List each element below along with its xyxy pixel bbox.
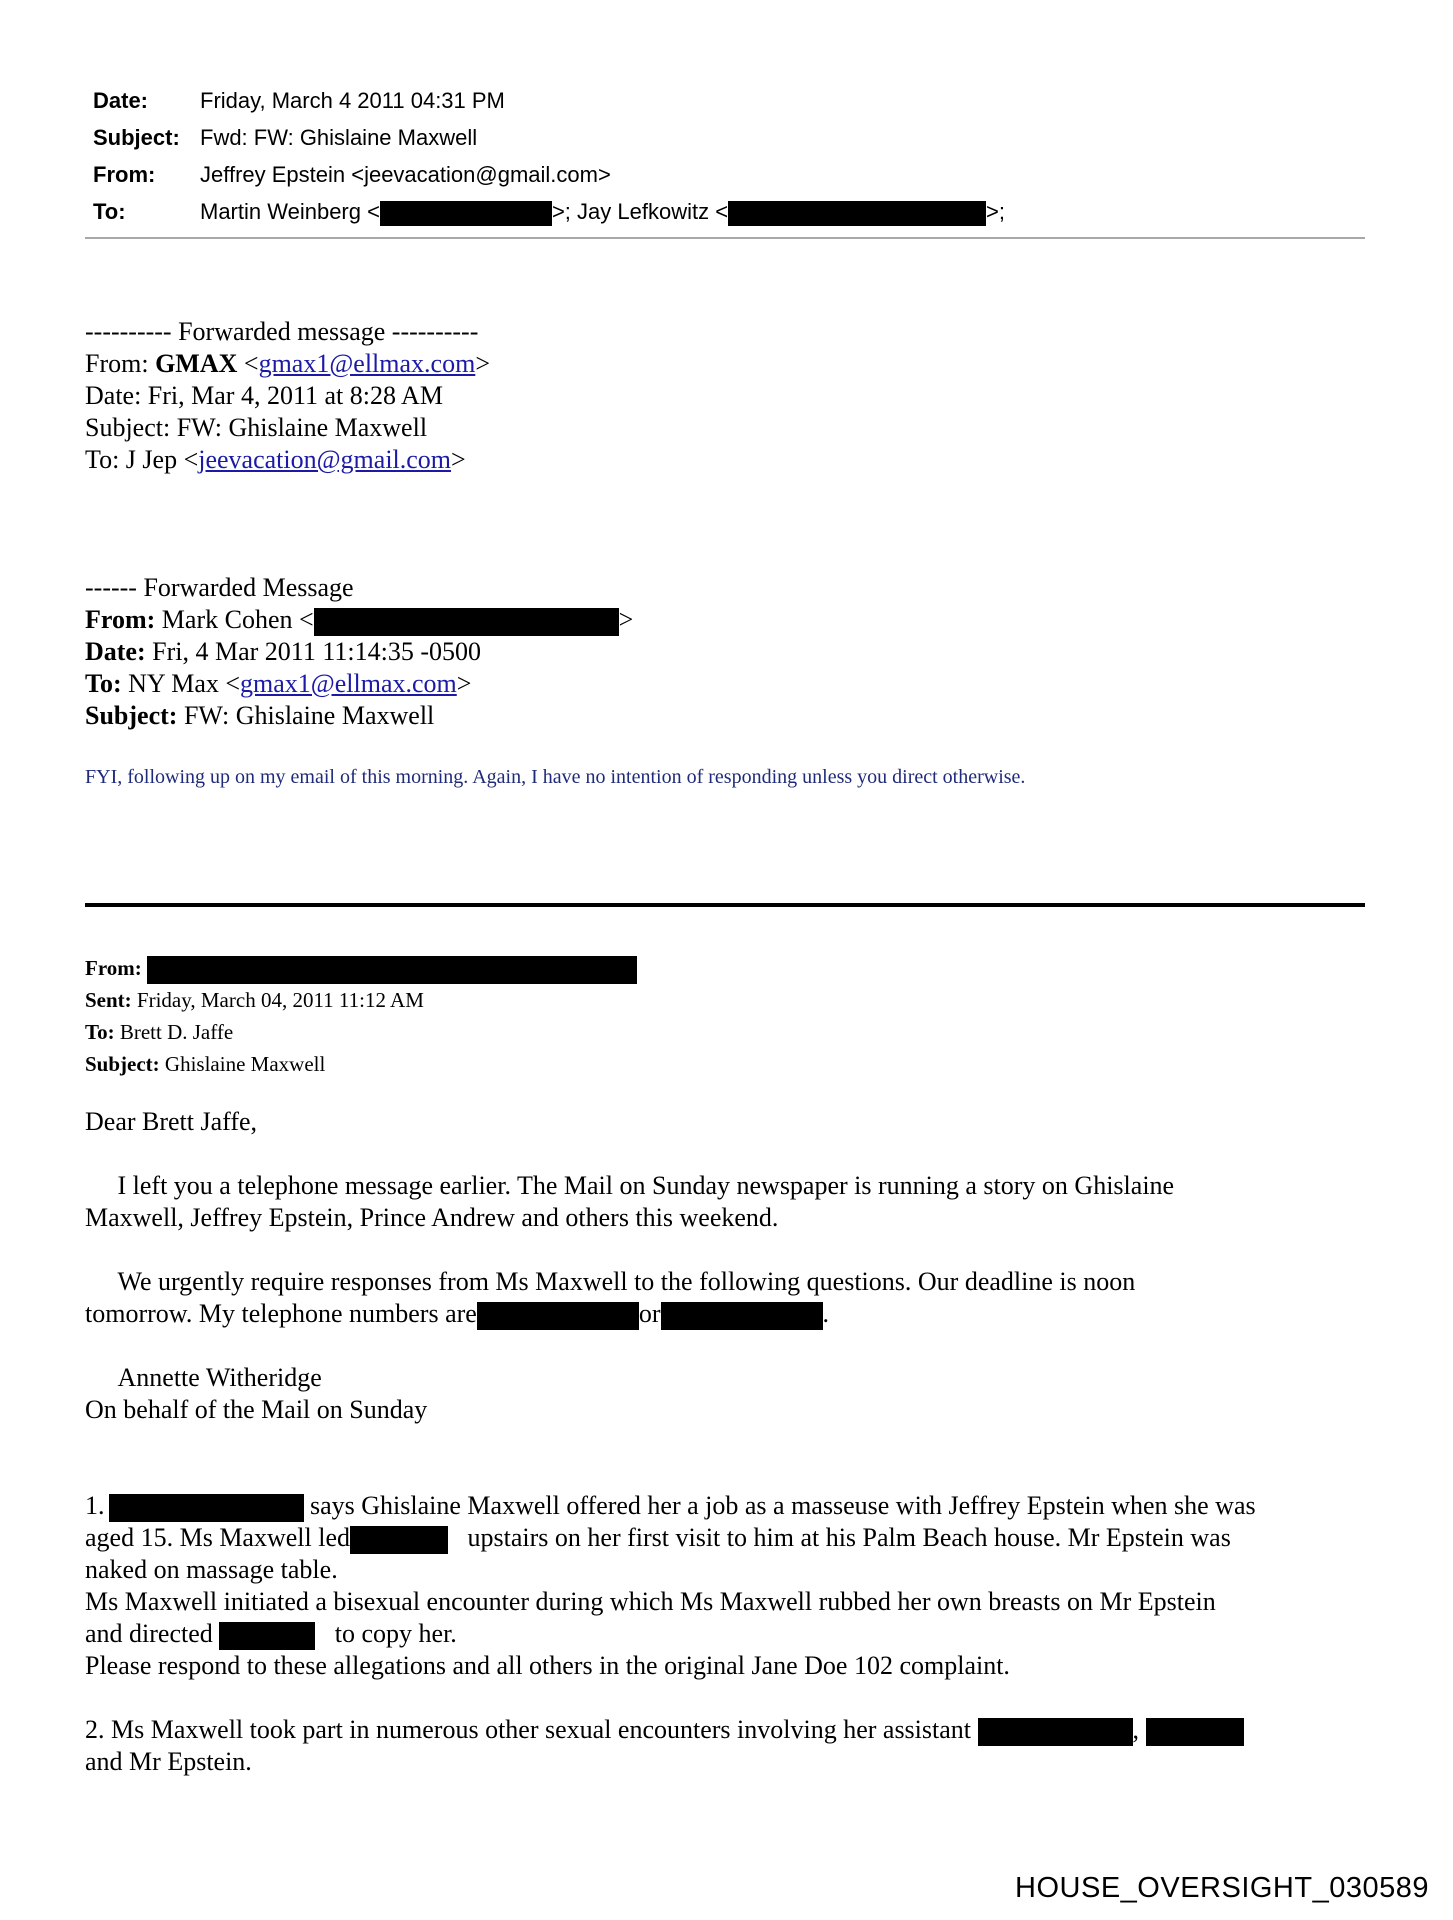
forward-2-from-name: Mark Cohen < xyxy=(161,605,314,634)
original-sent-row xyxy=(85,984,637,1016)
date-value: Friday, March 4 2011 04:31 PM xyxy=(200,88,505,113)
forward-1-subject: Subject: FW: Ghislaine Maxwell xyxy=(85,413,428,442)
forward-2-date-label: Date: xyxy=(85,637,146,666)
forward-2-banner: ------ Forwarded Message xyxy=(85,573,354,602)
forward-1-banner: ---------- Forwarded message ---------- xyxy=(85,317,479,346)
forward-2-to-label: To: xyxy=(85,669,122,698)
phone-or: or xyxy=(638,1299,661,1328)
original-to-value: Brett D. Jaffe xyxy=(119,1020,234,1045)
phone-intro: tomorrow. My telephone numbers are xyxy=(85,1299,477,1328)
original-to-row xyxy=(85,1016,637,1048)
subject-label: Subject: xyxy=(93,125,180,150)
header-divider xyxy=(85,237,1365,239)
signature-org: On behalf of the Mail on Sunday xyxy=(85,1395,428,1424)
gmax-email-link-2[interactable]: gmax1@ellmax.com xyxy=(240,669,457,698)
question-1-text-5b: to copy her. xyxy=(334,1619,457,1648)
jeevacation-email-link[interactable]: jeevacation@gmail.com xyxy=(198,445,452,474)
question-2-line-2: and Mr Epstein. xyxy=(85,1747,252,1776)
bates-number: HOUSE_OVERSIGHT_030589 xyxy=(1015,1872,1429,1904)
question-1-text-2b: upstairs on her first visit to him at his Palm Beach house. Mr Epstein was xyxy=(467,1523,1231,1552)
to-value xyxy=(200,199,1005,226)
forward-2-subject-label: Subject: xyxy=(85,701,178,730)
forward-1-to-prefix: To: J Jep < xyxy=(85,445,199,474)
redaction-box xyxy=(978,1718,1133,1746)
original-subject-label: Subject: xyxy=(85,1052,160,1077)
greeting: Dear Brett Jaffe, xyxy=(85,1107,258,1136)
original-sent-value: Friday, March 04, 2011 11:12 AM xyxy=(136,988,424,1013)
question-1-line-5 xyxy=(85,1618,457,1650)
question-1-text-1: says Ghislaine Maxwell offered her a job as a masseuse with Jeffrey Epstein when she was xyxy=(310,1491,1256,1520)
original-from-label: From: xyxy=(85,956,142,980)
paragraph-2-line-1 xyxy=(85,1266,1135,1298)
forward-2-from: From: Mark Cohen < > xyxy=(85,604,633,636)
forward-1-from: From: GMAX <gmax1@ellmax.com> xyxy=(85,349,490,378)
original-subject-value: Ghislaine Maxwell xyxy=(164,1052,326,1077)
paragraph-2-text-1: We urgently require responses from Ms Maxwell to the following questions. Our deadline is noon xyxy=(117,1267,1136,1296)
redaction-box xyxy=(109,1494,304,1522)
question-1-text-2a: aged 15. Ms Maxwell led xyxy=(85,1523,351,1552)
redaction-box xyxy=(219,1622,315,1650)
redaction-box xyxy=(380,201,552,226)
original-from-row xyxy=(85,952,637,984)
forward-2-date xyxy=(85,636,481,668)
forward-1-from-name: GMAX xyxy=(155,349,238,378)
redaction-box xyxy=(661,1302,823,1330)
question-1-line-3: naked on massage table. xyxy=(85,1555,338,1584)
question-1-line-6: Please respond to these allegations and all others in the original Jane Doe 102 complaint. xyxy=(85,1651,1010,1680)
question-2-line-1 xyxy=(85,1714,1244,1746)
signature-name-text: Annette Witheridge xyxy=(117,1363,322,1392)
to-end: >; xyxy=(986,199,1006,224)
redaction-box xyxy=(314,608,619,636)
original-subject-row xyxy=(85,1048,637,1080)
to-label: To: xyxy=(93,199,126,224)
gmax-email-link[interactable]: gmax1@ellmax.com xyxy=(258,349,476,378)
date-label: Date: xyxy=(93,88,149,113)
paragraph-2-line-2 xyxy=(85,1298,829,1330)
paragraph-1-line-2: Maxwell, Jeffrey Epstein, Prince Andrew and others this weekend. xyxy=(85,1203,779,1232)
question-2-text-1: 2. Ms Maxwell took part in numerous other sexual encounters involving her assistant xyxy=(85,1715,972,1744)
original-to-label: To: xyxy=(85,1020,115,1045)
forward-1-from-label: From: xyxy=(85,349,149,378)
redaction-box xyxy=(147,956,637,984)
to-recipient-1: Martin Weinberg < xyxy=(200,199,380,224)
from-label: From: xyxy=(93,162,156,187)
redaction-box xyxy=(477,1302,639,1330)
fyi-note: FYI, following up on my email of this morning. Again, I have no intention of responding unless you direct otherwise. xyxy=(85,766,1026,788)
question-1-text-5a: and directed xyxy=(85,1619,213,1648)
section-divider xyxy=(85,903,1365,907)
from-value: Jeffrey Epstein <jeevacation@gmail.com> xyxy=(200,162,611,187)
question-1-line-4: Ms Maxwell initiated a bisexual encounter during which Ms Maxwell rubbed her own breasts on Mr Epstein xyxy=(85,1587,1216,1616)
redaction-box xyxy=(728,201,986,226)
question-2-comma: , xyxy=(1132,1715,1140,1744)
question-1-number: 1. xyxy=(85,1491,105,1520)
question-1-line-2 xyxy=(85,1522,1231,1554)
forward-2-to: To: NY Max <gmax1@ellmax.com> xyxy=(85,669,472,698)
subject-value: Fwd: FW: Ghislaine Maxwell xyxy=(200,125,478,150)
to-separator: >; Jay Lefkowitz < xyxy=(551,199,729,224)
forward-1-date: Date: Fri, Mar 4, 2011 at 8:28 AM xyxy=(85,381,443,410)
original-sent-label: Sent: xyxy=(85,988,132,1013)
forward-2-subject-value: FW: Ghislaine Maxwell xyxy=(183,701,435,730)
forward-2-subject xyxy=(85,700,434,732)
forward-2-from-label: From: xyxy=(85,605,156,634)
signature-name xyxy=(85,1362,322,1394)
phone-end: . xyxy=(822,1299,829,1328)
forward-1-to: To: J Jep <jeevacation@gmail.com> xyxy=(85,445,466,474)
redaction-box xyxy=(350,1526,448,1554)
paragraph-1-text-1: I left you a telephone message earlier. The Mail on Sunday newspaper is running a story on Ghislaine xyxy=(117,1171,1175,1200)
redaction-box xyxy=(1146,1718,1244,1746)
original-header xyxy=(85,952,637,1080)
paragraph-1-line-1 xyxy=(85,1170,1174,1202)
forward-2-date-value: Fri, 4 Mar 2011 11:14:35 -0500 xyxy=(152,637,481,666)
question-1-line-1 xyxy=(85,1490,1256,1522)
forward-2-to-name: NY Max < xyxy=(128,669,241,698)
